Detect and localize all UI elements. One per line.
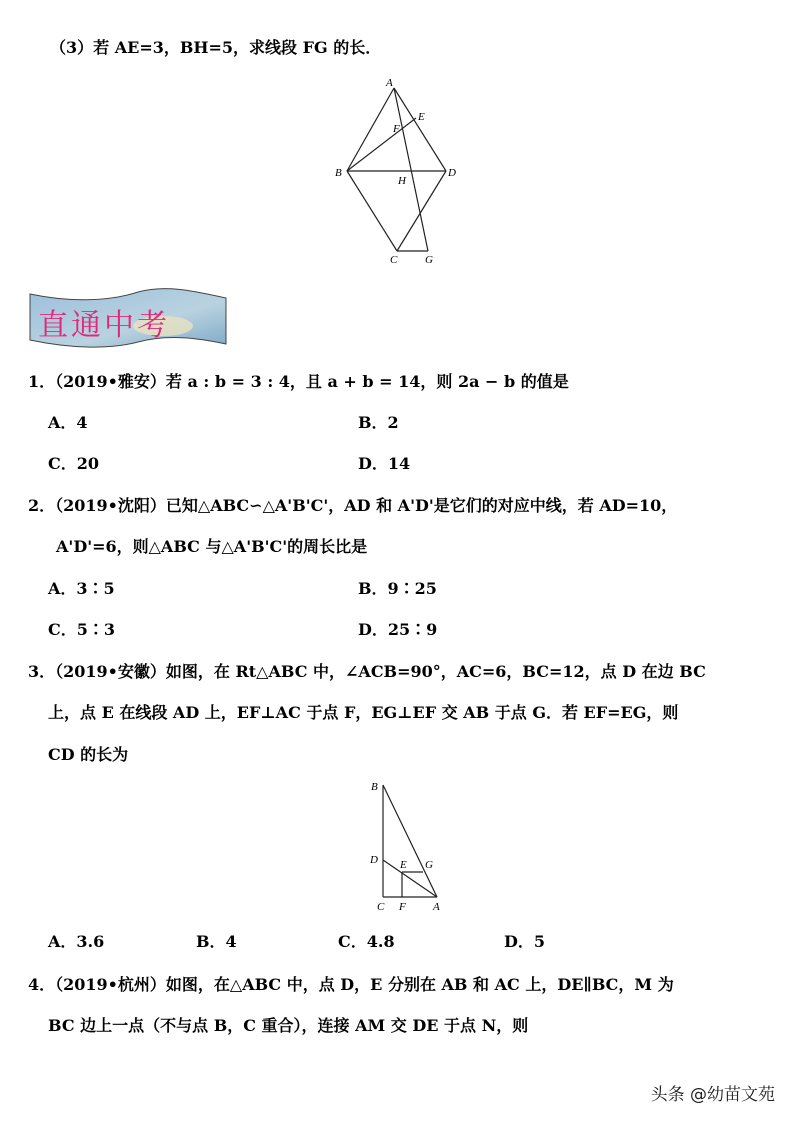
label-g: G [425,254,433,266]
label-d: D [448,167,456,179]
label-e: E [400,859,407,871]
figure-right-triangle [0,770,793,920]
q3-option-c[interactable]: C．4.8 [338,932,395,951]
label-c: C [377,901,385,913]
label-d: D [370,854,378,866]
q1-option-b[interactable]: B．2 [358,413,399,432]
segment-bc [347,171,397,251]
label-f: F [393,123,400,135]
q3-option-a[interactable]: A．3.6 [48,932,105,951]
question-3-stem-line-2: 上，点 E 在线段 AD 上，EF⊥AC 于点 F，EG⊥EF 交 AB 于点 G．若 EF=EG，则 [48,703,679,722]
segment-ab [347,88,394,171]
question-4-stem-line-1: 4．（2019•杭州）如图，在△ABC 中，点 D，E 分别在 AB 和 AC 上，DE∥BC，M 为 [28,975,674,994]
question-4-stem-line-2: BC 边上一点（不与点 B，C 重合），连接 AM 交 DE 于点 N，则 [48,1016,529,1035]
label-c: C [390,254,398,266]
q2-option-d[interactable]: D．25∶9 [358,620,438,639]
part-number: （3）若 [50,38,115,57]
question-3-stem-line-3: CD 的长为 [48,745,129,764]
part-text: AE=3，BH=5，求线段 FG 的长． [114,38,382,57]
label-e: E [418,111,425,123]
label-a: A [433,901,440,913]
label-a: A [386,77,393,89]
banner-title: 直通中考 [38,308,170,343]
label-f: F [399,901,406,913]
q2-option-b[interactable]: B．9∶25 [358,579,437,598]
q3-option-b[interactable]: B．4 [196,932,237,951]
q1-option-a[interactable]: A．4 [48,413,88,432]
q1-option-d[interactable]: D．14 [358,454,411,473]
segment-ba [383,785,437,897]
label-b: B [371,781,378,793]
section-banner [28,288,228,350]
question-2-stem-line-1: 2．（2019•沈阳）已知△ABC∽△A'B'C'，AD 和 A'D'是它们的对应中线，若 AD=10， [28,496,678,515]
q3-option-d[interactable]: D．5 [504,932,546,951]
q2-option-c[interactable]: C．5∶3 [48,620,116,639]
watermark: 头条 @幼苗文苑 [650,1085,775,1105]
label-h: H [398,175,406,187]
figure-rhombus [0,0,793,280]
question-2-stem-line-2: A'D'=6，则△ABC 与△A'B'C'的周长比是 [56,537,368,556]
question-3-stem-line-1: 3．（2019•安徽）如图，在 Rt△ABC 中，∠ACB=90°，AC=6，BC=12，点 D 在边 BC [28,662,706,681]
q1-option-c[interactable]: C．20 [48,454,100,473]
q2-option-a[interactable]: A．3∶5 [48,579,115,598]
label-g: G [425,859,433,871]
label-b: B [335,167,342,179]
question-1-stem: 1．（2019•雅安）若 a : b = 3 : 4，且 a + b = 14，则 2a − b 的值是 [28,372,569,391]
